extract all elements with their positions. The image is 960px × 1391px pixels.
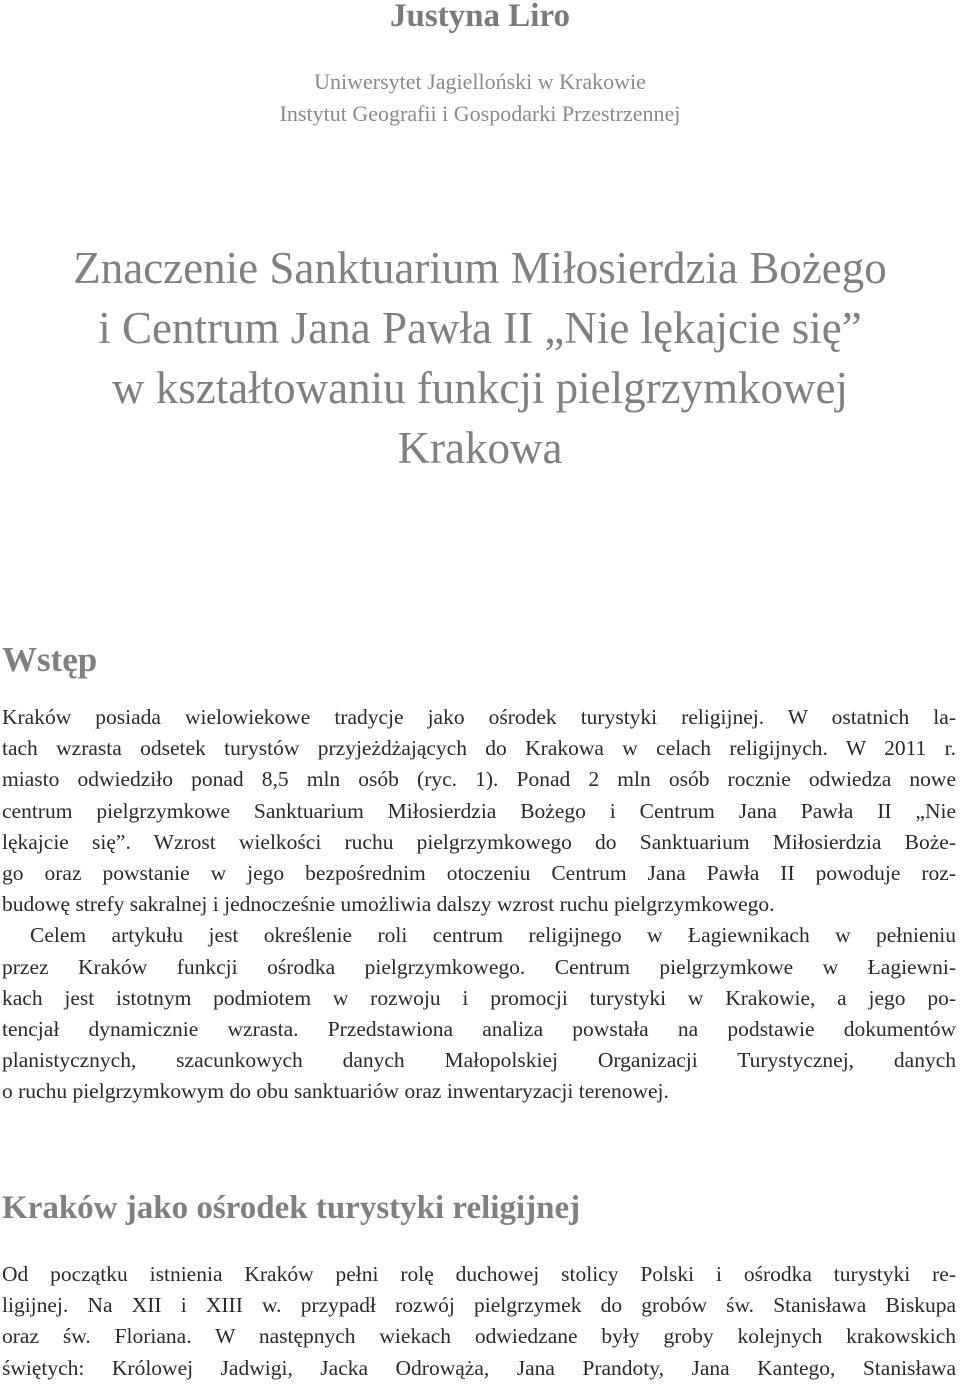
text-line: go oraz powstanie w jego bezpośrednim otoczeniu Centrum Jana Pawła II powoduje roz- bbox=[2, 861, 956, 886]
title-line: i Centrum Jana Pawła II „Nie lękajcie się” bbox=[98, 303, 862, 353]
affiliation-institute: Instytut Geografii i Gospodarki Przestrzennej bbox=[279, 101, 681, 126]
text-line: świętych: Królowej Jadwigi, Jacka Odrowąża, Jana Prandoty, Jana Kantego, Stanisława bbox=[2, 1355, 956, 1380]
text-line: przez Kraków funkcji ośrodka pielgrzymkowego. Centrum pielgrzymkowe w Łagiewni- bbox=[2, 954, 956, 979]
text-line: tencjał dynamicznie wzrasta. Przedstawiona analiza powstała na podstawie dokumentów bbox=[2, 1017, 956, 1042]
intro-paragraphs bbox=[2, 702, 956, 1108]
text-line: ligijnej. Na XII i XIII w. przypadł rozwój pielgrzymek do grobów św. Stanisława Biskupa bbox=[2, 1293, 956, 1318]
section-heading-krakow: Kraków jako ośrodek turystyki religijnej bbox=[2, 1190, 581, 1226]
text-line: budowę strefy sakralnej i jednocześnie umożliwia dalszy wzrost ruchu pielgrzymkowego. bbox=[2, 892, 775, 917]
text-line: Kraków posiada wielowiekowe tradycje jako ośrodek turystyki religijnej. W ostatnich la- bbox=[2, 705, 956, 729]
title-line: w kształtowaniu funkcji pielgrzymkowej bbox=[111, 363, 849, 413]
affiliation-university: Uniwersytet Jagielloński w Krakowie bbox=[314, 69, 646, 94]
text-line: kach jest istotnym podmiotem w rozwoju i promocji turystyki w Krakowie, a jego po- bbox=[2, 985, 956, 1010]
author-name: Justyna Liro bbox=[389, 0, 571, 34]
title-line: Znaczenie Sanktuarium Miłosierdzia Bożego bbox=[73, 243, 887, 293]
text-line: o ruchu pielgrzymkowym do obu sanktuariów oraz inwentaryzacji terenowej. bbox=[2, 1079, 669, 1104]
text-line: planistycznych, szacunkowych danych Małopolskiej Organizacji Turystycznej, danych bbox=[2, 1048, 956, 1073]
text-line: Celem artykułu jest określenie roli centrum religijnego w Łagiewnikach w pełnieniu bbox=[30, 923, 956, 948]
text-line: tach wzrasta odsetek turystów przyjeżdżających do Krakowa w celach religijnych. W 2011 r. bbox=[2, 736, 956, 761]
title-line: Krakowa bbox=[397, 423, 563, 473]
section-heading-intro: Wstęp bbox=[2, 640, 98, 679]
text-line: oraz św. Floriana. W następnych wiekach odwiedzane były groby kolejnych krakowskich bbox=[2, 1324, 956, 1349]
article-title bbox=[0, 238, 960, 478]
text-line: miasto odwiedziło ponad 8,5 mln osób (ryc. 1). Ponad 2 mln osób rocznie odwiedza nowe bbox=[2, 767, 956, 792]
text-line: lękajcie się”. Wzrost wielkości ruchu pielgrzymkowego do Sanktuarium Miłosierdzia Boże- bbox=[2, 829, 956, 854]
krakow-paragraph bbox=[2, 1259, 956, 1384]
author-affiliation bbox=[0, 66, 960, 130]
text-line: centrum pielgrzymkowe Sanktuarium Miłosierdzia Bożego i Centrum Jana Pawła II „Nie bbox=[2, 798, 956, 823]
text-line: Od początku istnienia Kraków pełni rolę duchowej stolicy Polski i ośrodka turystyki re- bbox=[2, 1262, 956, 1286]
